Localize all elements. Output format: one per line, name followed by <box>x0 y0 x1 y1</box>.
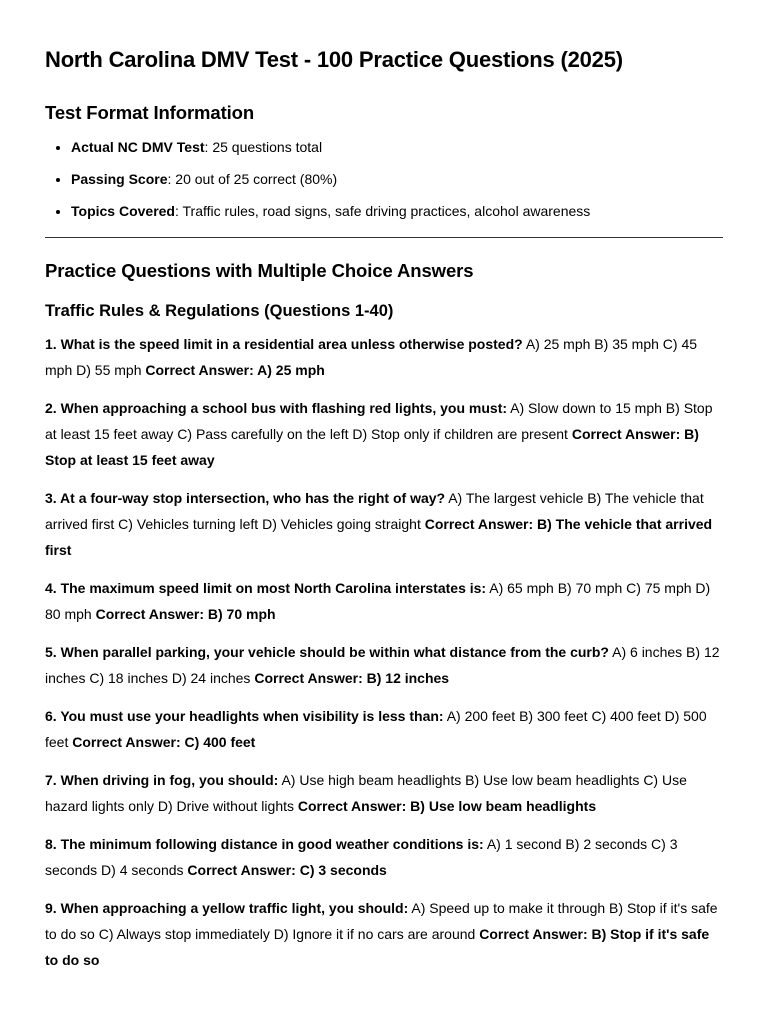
format-item-text: : 20 out of 25 correct (80%) <box>167 171 338 187</box>
correct-answer: Correct Answer: A) 25 mph <box>145 362 325 378</box>
format-item-label: Actual NC DMV Test <box>71 139 205 155</box>
correct-answer: Correct Answer: C) 3 seconds <box>187 862 387 878</box>
question-text: 7. When driving in fog, you should: <box>45 772 279 788</box>
correct-answer: Correct Answer: C) 400 feet <box>72 734 256 750</box>
format-item-label: Passing Score <box>71 171 168 187</box>
question-text: 6. You must use your headlights when visibility is less than: <box>45 708 444 724</box>
question-item <box>45 485 723 563</box>
question-text: 4. The maximum speed limit on most North Carolina interstates is: <box>45 580 487 596</box>
question-item <box>45 639 723 691</box>
question-options: A) Slow down to 15 mph B) Stop at least 15 feet away C) Pass carefully on the left D) Stop only if children are present <box>45 400 713 442</box>
question-item <box>45 703 723 755</box>
question-item <box>45 767 723 819</box>
question-options: A) The largest vehicle B) The vehicle that arrived first C) Vehicles turning left D) Vehicles going straight <box>45 490 704 532</box>
question-text: 2. When approaching a school bus with flashing red lights, you must: <box>45 400 508 416</box>
correct-answer: Correct Answer: B) Stop if it's safe to do so <box>45 926 710 968</box>
question-list <box>45 331 723 973</box>
format-item <box>71 201 723 221</box>
question-item <box>45 395 723 473</box>
correct-answer: Correct Answer: B) 70 mph <box>95 606 276 622</box>
category-heading: Traffic Rules & Regulations (Questions 1-40) <box>45 302 394 320</box>
question-text: 9. When approaching a yellow traffic light, you should: <box>45 900 409 916</box>
correct-answer: Correct Answer: B) The vehicle that arrived first <box>45 516 713 558</box>
question-item <box>45 331 723 383</box>
question-options: A) Speed up to make it through B) Stop if it's safe to do so C) Always stop immediately D) Ignore it if no cars are around <box>45 900 718 942</box>
correct-answer: Correct Answer: B) Stop at least 15 feet away <box>45 426 699 468</box>
correct-answer: Correct Answer: B) Use low beam headlights <box>297 798 597 814</box>
question-item <box>45 895 723 973</box>
section-divider <box>45 237 723 238</box>
page-title: North Carolina DMV Test - 100 Practice Questions (2025) <box>45 47 623 72</box>
format-item <box>71 137 723 157</box>
question-item <box>45 575 723 627</box>
format-item <box>71 169 723 189</box>
question-options: A) 6 inches B) 12 inches C) 18 inches D) 24 inches <box>45 644 720 686</box>
format-item-text: : Traffic rules, road signs, safe driving practices, alcohol awareness <box>175 203 591 219</box>
question-options: A) Use high beam headlights B) Use low beam headlights C) Use hazard lights only D) Drive without lights <box>45 772 687 814</box>
question-text: 5. When parallel parking, your vehicle should be within what distance from the curb? <box>45 644 609 660</box>
question-text: 8. The minimum following distance in good weather conditions is: <box>45 836 484 852</box>
question-item <box>45 831 723 883</box>
test-format-list <box>45 137 723 221</box>
question-options: A) 200 feet B) 300 feet C) 400 feet D) 500 feet <box>45 708 707 750</box>
test-format-heading: Test Format Information <box>45 102 255 123</box>
correct-answer: Correct Answer: B) 12 inches <box>254 670 450 686</box>
practice-questions-heading: Practice Questions with Multiple Choice Answers <box>45 260 474 281</box>
question-options: A) 1 second B) 2 seconds C) 3 seconds D) 4 seconds <box>45 836 678 878</box>
question-text: 1. What is the speed limit in a residential area unless otherwise posted? <box>45 336 523 352</box>
format-item-label: Topics Covered <box>71 203 175 219</box>
question-options: A) 25 mph B) 35 mph C) 45 mph D) 55 mph <box>45 336 698 378</box>
format-item-text: : 25 questions total <box>204 139 323 155</box>
question-options: A) 65 mph B) 70 mph C) 75 mph D) 80 mph <box>45 580 711 622</box>
question-text: 3. At a four-way stop intersection, who has the right of way? <box>45 490 446 506</box>
